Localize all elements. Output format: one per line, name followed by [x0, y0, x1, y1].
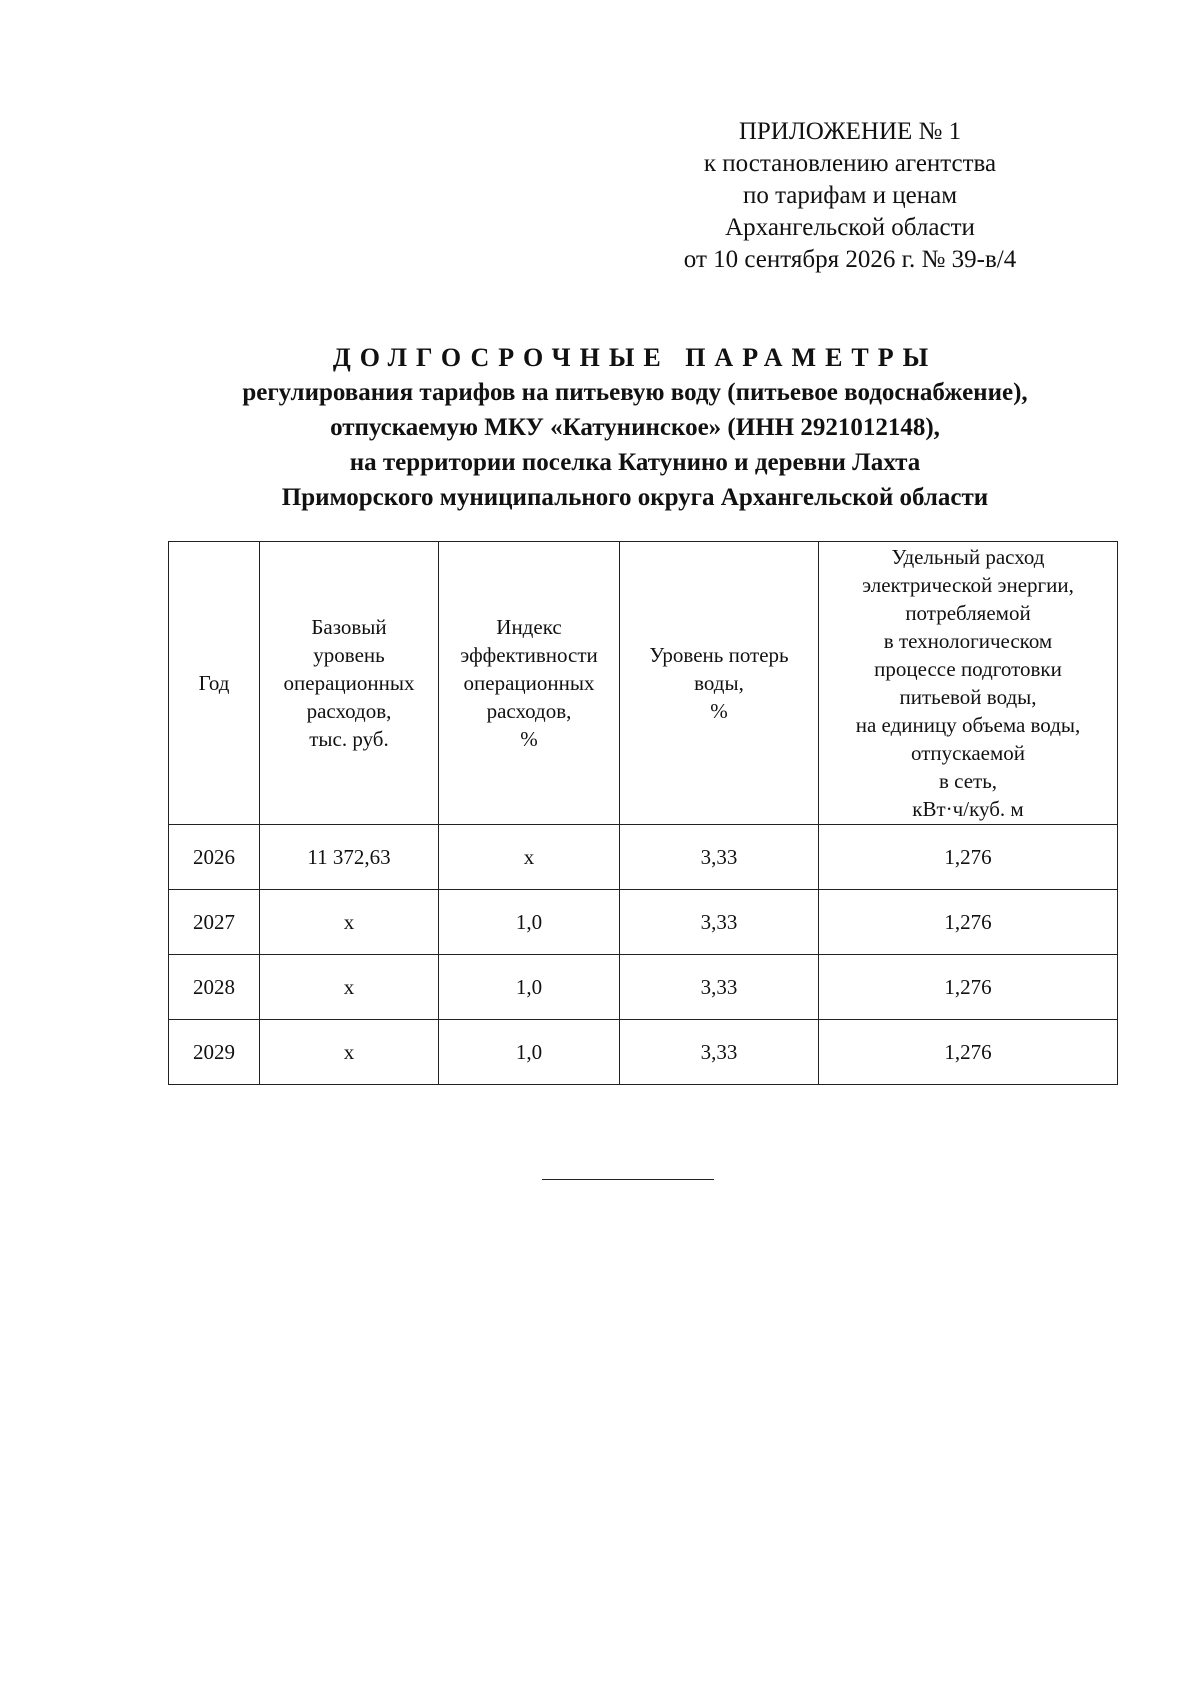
header-line: Базовый	[311, 615, 387, 639]
cell-energy-consumption: 1,276	[819, 890, 1118, 955]
header-line: процессе подготовки	[874, 657, 1062, 681]
title-line: Приморского муниципального округа Архангельской области	[281, 484, 989, 511]
header-line: кВт·ч/куб. м	[912, 797, 1024, 821]
header-line: %	[710, 699, 728, 723]
header-line: Год	[198, 671, 230, 695]
header-base-opex	[260, 542, 439, 825]
header-year	[169, 542, 260, 825]
appendix-line: по тарифам и ценам	[742, 182, 958, 209]
appendix-line: Архангельской области	[725, 214, 975, 241]
cell-base-opex: х	[260, 1020, 439, 1085]
cell-energy-consumption: 1,276	[819, 955, 1118, 1020]
header-line: расходов,	[486, 699, 572, 723]
cell-year: 2028	[169, 955, 260, 1020]
table-row	[169, 955, 1118, 1020]
cell-water-loss: 3,33	[620, 955, 819, 1020]
document-title	[120, 340, 1150, 515]
header-efficiency-index	[439, 542, 620, 825]
cell-efficiency-index: 1,0	[439, 1020, 620, 1085]
header-line: эффективности	[460, 643, 598, 667]
header-line: на единицу объема воды,	[855, 713, 1081, 737]
header-line: в сеть,	[938, 769, 998, 793]
appendix-number: ПРИЛОЖЕНИЕ № 1	[738, 118, 962, 145]
parameters-table	[168, 541, 1118, 1085]
appendix-line: к постановлению агентства	[703, 150, 997, 177]
cell-energy-consumption: 1,276	[819, 825, 1118, 890]
header-water-loss	[620, 542, 819, 825]
cell-water-loss: 3,33	[620, 1020, 819, 1085]
header-energy-consumption	[819, 542, 1118, 825]
title-line: отпускаемую МКУ «Катунинское» (ИНН 2921012148),	[330, 414, 940, 441]
header-line: тыс. руб.	[309, 727, 389, 751]
header-line: Уровень потерь	[649, 643, 789, 667]
header-line: питьевой воды,	[899, 685, 1037, 709]
header-line: расходов,	[306, 699, 392, 723]
header-line: в технологическом	[883, 629, 1053, 653]
end-of-document-rule	[542, 1179, 714, 1180]
header-line: уровень	[313, 643, 385, 667]
appendix-reference	[620, 116, 1080, 276]
cell-year: 2026	[169, 825, 260, 890]
header-line: операционных	[283, 671, 415, 695]
table-row	[169, 1020, 1118, 1085]
header-line: потребляемой	[905, 601, 1031, 625]
cell-base-opex: 11 372,63	[260, 825, 439, 890]
cell-year: 2027	[169, 890, 260, 955]
header-line: электрической энергии,	[862, 573, 1074, 597]
cell-water-loss: 3,33	[620, 890, 819, 955]
cell-water-loss: 3,33	[620, 825, 819, 890]
cell-year: 2029	[169, 1020, 260, 1085]
cell-efficiency-index: 1,0	[439, 890, 620, 955]
cell-energy-consumption: 1,276	[819, 1020, 1118, 1085]
title-line: на территории поселка Катунино и деревни Лахта	[349, 449, 921, 476]
header-line: %	[520, 727, 538, 751]
header-line: операционных	[463, 671, 595, 695]
cell-efficiency-index: 1,0	[439, 955, 620, 1020]
title-line: регулирования тарифов на питьевую воду (питьевое водоснабжение),	[242, 379, 1028, 406]
header-line: отпускаемой	[910, 741, 1025, 765]
cell-efficiency-index: х	[439, 825, 620, 890]
title-heading: ДОЛГОСРОЧНЫЕ ПАРАМЕТРЫ	[332, 343, 938, 372]
table-header-row	[169, 542, 1118, 825]
table-row	[169, 825, 1118, 890]
header-line: воды,	[694, 671, 744, 695]
header-line: Индекс	[496, 615, 562, 639]
header-line: Удельный расход	[891, 545, 1045, 569]
appendix-date-number: от 10 сентября 2026 г. № 39-в/4	[683, 246, 1017, 273]
table-row	[169, 890, 1118, 955]
cell-base-opex: х	[260, 890, 439, 955]
cell-base-opex: х	[260, 955, 439, 1020]
